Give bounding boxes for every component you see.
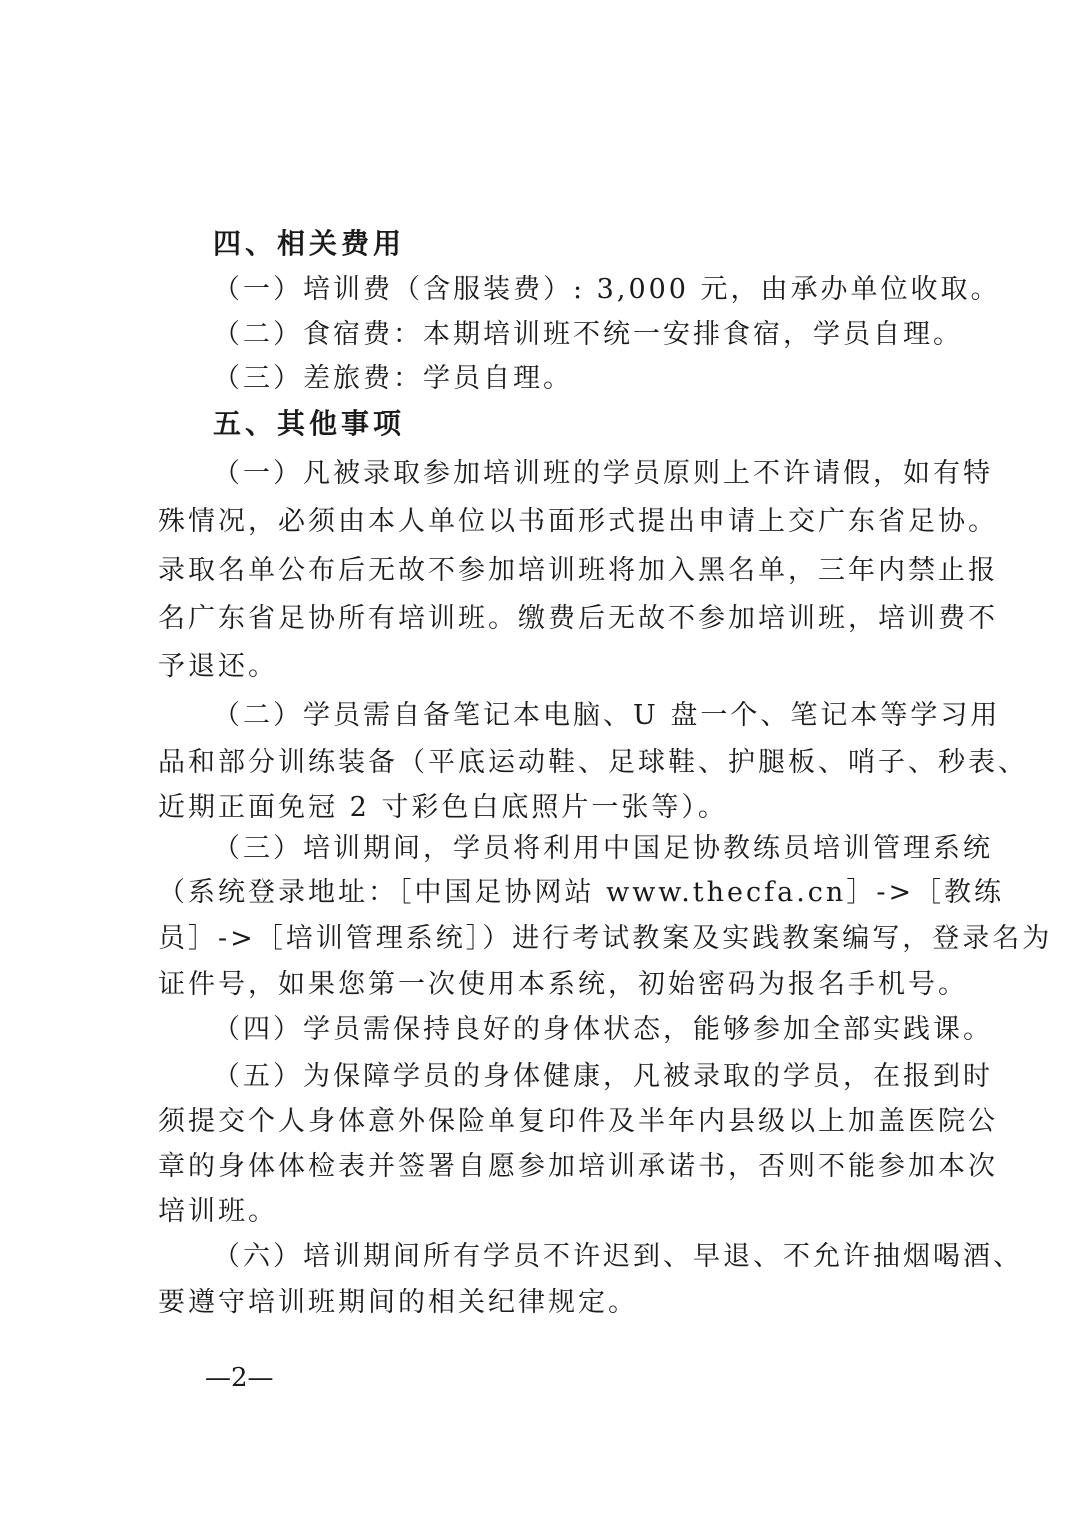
section5-heading: 五、其他事项 [213,407,406,440]
section4-heading: 四、相关费用 [213,227,406,260]
fee-item-2: （二）食宿费：本期培训班不统一安排食宿，学员自理。 [213,319,963,350]
para3-line: （三）培训期间，学员将利用中国足协教练员培训管理系统 [213,833,993,864]
fee-item-3: （三）差旅费：学员自理。 [213,363,573,394]
para1-line: 殊情况，必须由本人单位以书面形式提出申请上交广东省足协。 [158,506,998,537]
para1-line: （一）凡被录取参加培训班的学员原则上不许请假，如有特 [213,458,993,489]
para2-line: 近期正面免冠 2 寸彩色白底照片一张等）。 [158,792,728,823]
para5-line: 培训班。 [158,1196,278,1227]
para5-line: （五）为保障学员的身体健康，凡被录取的学员，在报到时 [213,1061,993,1092]
para4-line: （四）学员需保持良好的身体状态，能够参加全部实践课。 [213,1014,993,1045]
para6-line: 要遵守培训班期间的相关纪律规定。 [158,1287,638,1318]
para6-line: （六）培训期间所有学员不许迟到、早退、不允许抽烟喝酒、 [213,1241,1023,1272]
para2-line: （二）学员需自备笔记本电脑、U 盘一个、笔记本等学习用 [213,700,1001,731]
para1-line: 予退还。 [158,651,278,682]
para1-line: 录取名单公布后无故不参加培训班将加入黑名单，三年内禁止报 [158,555,998,586]
para3-line: 员］->［培训管理系统］）进行考试教案及实践教案编写，登录名为 [158,923,1053,954]
para3-line: 证件号，如果您第一次使用本系统，初始密码为报名手机号。 [158,969,968,1000]
para5-line: 须提交个人身体意外保险单复印件及半年内县级以上加盖医院公 [158,1106,998,1137]
para2-line: 品和部分训练装备（平底运动鞋、足球鞋、护腿板、哨子、秒表、 [158,747,1028,778]
fee-item-1: （一）培训费（含服装费）: 3,000 元，由承办单位收取。 [213,274,1001,305]
para1-line: 名广东省足协所有培训班。缴费后无故不参加培训班，培训费不 [158,603,998,634]
page-number: —2— [205,1363,274,1393]
para3-line: （系统登录地址：［中国足协网站 www.thecfa.cn］->［教练 [158,877,1005,908]
para5-line: 章的身体体检表并签署自愿参加培训承诺书，否则不能参加本次 [158,1151,998,1182]
